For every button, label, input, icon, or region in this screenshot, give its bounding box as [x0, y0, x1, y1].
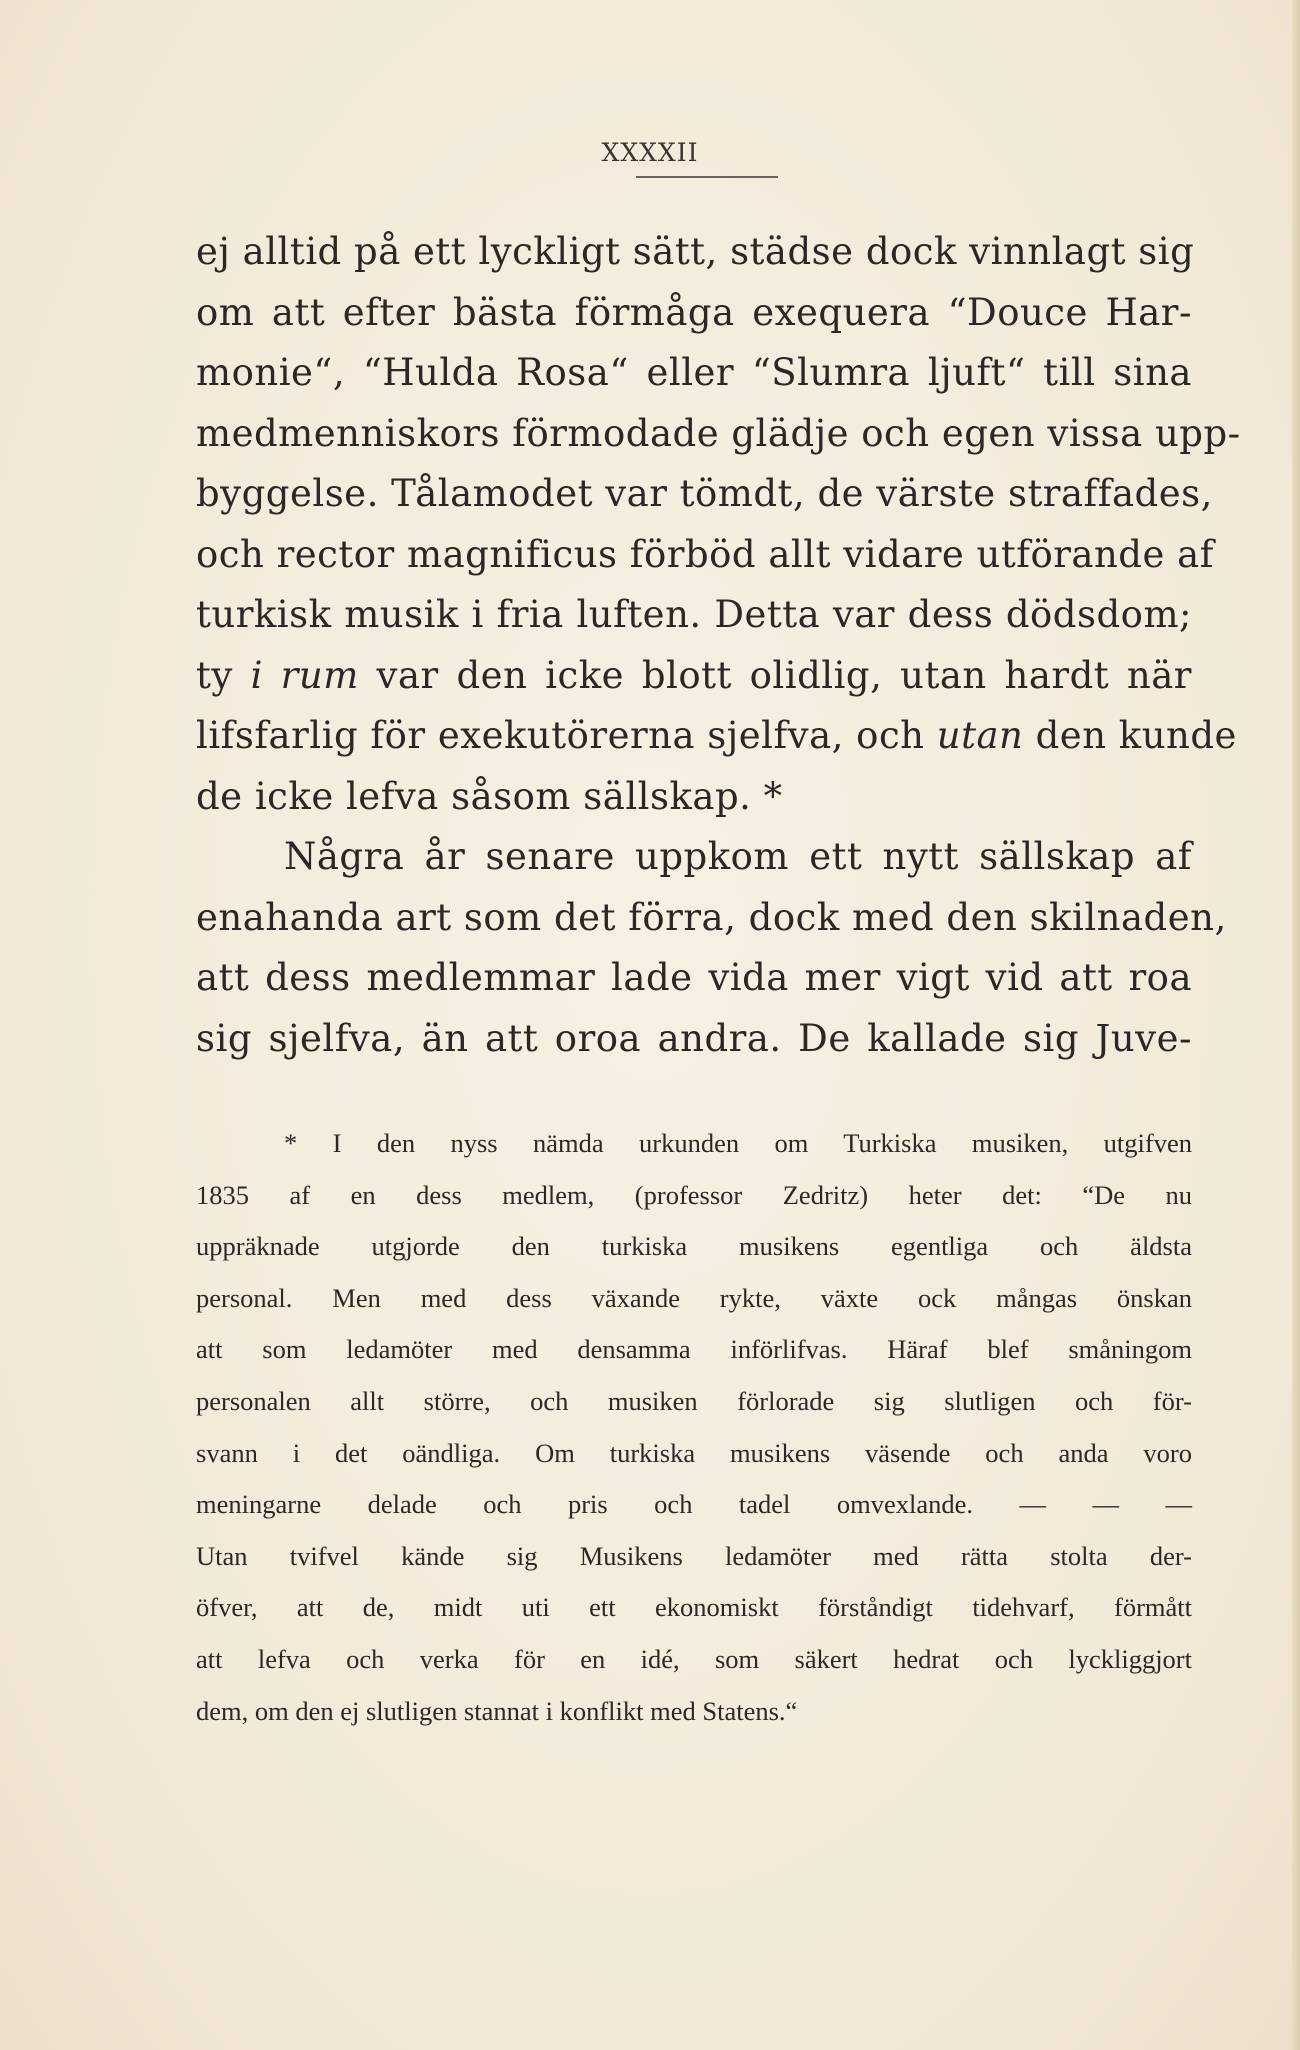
text-line: och rector magnificus förböd allt vidare utförande af: [196, 532, 1214, 576]
page-number-rule: [636, 176, 778, 178]
footnote-line: att lefva och verka för en idé, som säkert hedrat och lyckliggjort: [196, 1643, 1192, 1674]
text-line: att dess medlemmar lade vida mer vigt vid att roa: [196, 956, 1192, 999]
footnote-line: uppräknade utgjorde den turkiska musikens egentliga och äldsta: [196, 1231, 1192, 1262]
footnote-line: dem, om den ej slutligen stannat i konflikt med Statens.“: [196, 1695, 798, 1726]
text-line: monie“, “Hulda Rosa“ eller “Slumra ljuft“ till sina: [196, 351, 1192, 394]
text-line: enahanda art som det förra, dock med den skilnaden,: [196, 895, 1227, 939]
page-edge: [1292, 0, 1300, 2050]
italic-phrase: i rum: [250, 653, 359, 697]
footnote-line: personal. Men med dess växande rykte, växte ock mångas önskan: [196, 1282, 1192, 1313]
text-line: [196, 706, 1237, 767]
paragraph-start-line: Några år senare uppkom ett nytt sällskap af: [284, 835, 1192, 878]
page-number: XXXXII: [601, 138, 699, 167]
text-segment: den kunde: [1023, 714, 1237, 757]
footnote-line: Utan tvifvel kände sig Musikens ledamöter med rätta stolta der-: [196, 1540, 1192, 1571]
footnote-line: meningarne delade och pris och tadel omvexlande. — — —: [196, 1489, 1192, 1520]
footnote-line: 1835 af en dess medlem, (professor Zedritz) heter det: “De nu: [196, 1179, 1192, 1210]
footnote-line: att som ledamöter med densamma införlifvas. Häraf blef småningom: [196, 1334, 1192, 1365]
footnote: [196, 1118, 1192, 1737]
text-line: sig sjelfva, än att oroa andra. De kallade sig Juve-: [196, 1016, 1192, 1060]
text-line: om att efter bästa förmåga exequera “Douce Har-: [196, 290, 1192, 334]
text-line: medmenniskors förmodade glädje och egen vissa upp-: [196, 411, 1241, 455]
text-segment: lifsfarlig för exekutörerna sjelfva, och: [196, 714, 937, 757]
text-line: [196, 646, 1192, 707]
text-line: ej alltid på ett lyckligt sätt, städse dock vinnlagt sig: [196, 230, 1195, 273]
text-line: byggelse. Tålamodet var tömdt, de värste straffades,: [196, 472, 1213, 515]
footnote-line: svann i det oändliga. Om turkiska musikens väsende och anda voro: [196, 1437, 1192, 1468]
text-segment: ty: [196, 653, 251, 697]
footnote-line: öfver, att de, midt uti ett ekonomiskt förståndigt tidehvarf, förmått: [196, 1592, 1192, 1623]
italic-phrase: utan: [936, 714, 1024, 757]
footnote-line: personalen allt större, och musiken förlorade sig slutligen och för-: [196, 1385, 1192, 1416]
main-text: [196, 222, 1241, 1069]
footnote-line: * I den nyss nämda urkunden om Turkiska musiken, utgifven: [284, 1128, 1192, 1158]
text-segment: var den icke blott olidlig, utan hardt när: [358, 653, 1192, 697]
text-line: turkisk musik i fria luften. Detta var dess dödsdom;: [196, 593, 1192, 636]
text-line: de icke lefva såsom sällskap. *: [196, 774, 783, 818]
